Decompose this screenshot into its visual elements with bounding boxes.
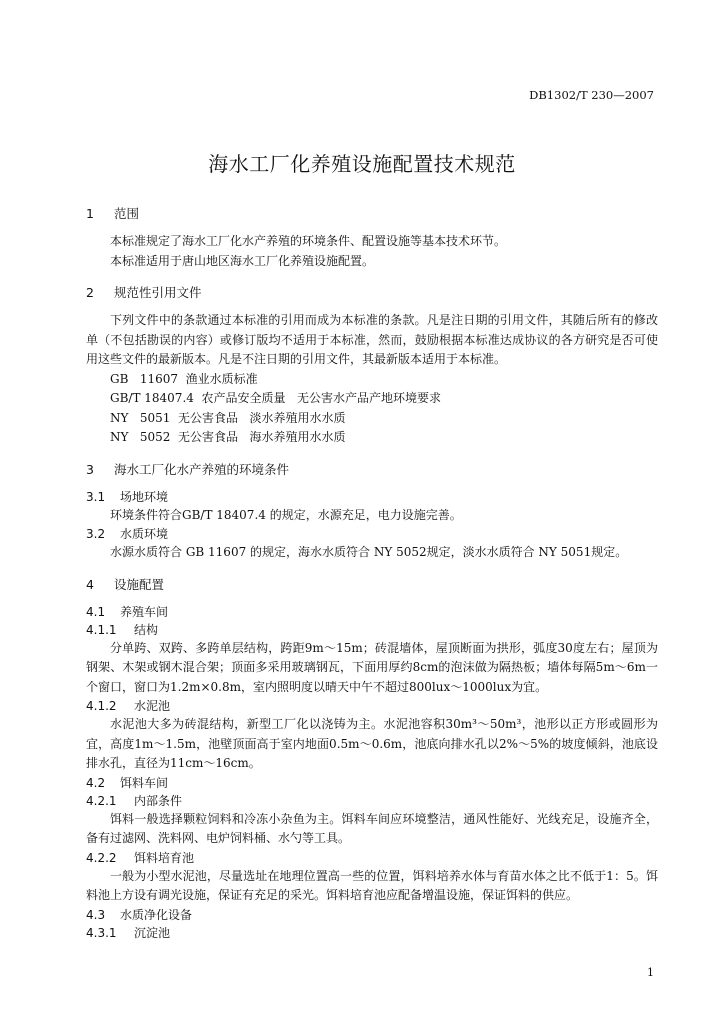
section-3-2-heading: 3.2 水质环境 xyxy=(86,527,169,541)
section-3-heading: 3 海水工厂化水产养殖的环境条件 xyxy=(86,461,290,477)
reference-item: GB/T 18407.4 农产品安全质量 无公害水产品产地环境要求 xyxy=(110,391,441,405)
section-4-2-2-heading: 4.2.2 饵料培育池 xyxy=(86,850,195,865)
reference-item: NY 5051 无公害食品 淡水养殖用水水质 xyxy=(110,410,346,425)
standard-code: DB1302/T 230—2007 xyxy=(529,88,654,102)
reference-item: NY 5052 无公害食品 海水养殖用水水质 xyxy=(110,430,346,444)
document-body xyxy=(86,206,658,942)
section-4-3-1-heading: 4.3.1 沉淀池 xyxy=(86,925,171,940)
section-1-heading: 1 范围 xyxy=(86,206,140,221)
section-2-paragraph: 下列文件中的条款通过本标准的引用而成为本标准的条款。凡是注日期的引用文件，其随后所有的修改单（不包括勘误的内容）或修订版均不适用于本标准，然而，鼓励根据本标准达成协议的各方研究是否可使用这些文件的最新版本。凡是不注日期的引用文件，其最新版本适用于本标准。 xyxy=(86,313,658,366)
reference-item: GB 11607 渔业水质标准 xyxy=(110,371,258,386)
section-4-1-1-paragraph: 分单跨、双跨、多跨单层结构，跨距9m～15m；砖混墙体，屋顶断面为拱形，弧度30度左右；屋顶为钢架、木架或钢木混合架；顶面多采用玻璃钢瓦，下面用厚约8cm的泡沫做为隔热板；墙体每隔5m～6m一个窗口，窗口为1.2m×0.8m，室内照明度以晴天中午不超过800lux～1000lux为宜。 xyxy=(86,640,658,694)
document-title: 海水工厂化养殖设施配置技术规范 xyxy=(208,152,516,176)
section-4-3-heading: 4.3 水质净化设备 xyxy=(86,907,193,922)
section-4-2-2-paragraph: 一般为小型水泥池，尽量选址在地理位置高一些的位置，饵料培养水体与育苗水体之比不低于1：5。饵料池上方设有调光设施，保证有充足的采光。饵料培育池应配备增温设施，保证饵料的供应。 xyxy=(86,868,658,902)
section-3-1-heading: 3.1 场地环境 xyxy=(86,489,169,504)
section-3-1-paragraph: 环境条件符合GB/T 18407.4 的规定，水源充足，电力设施完善。 xyxy=(110,507,462,522)
section-4-2-1-paragraph: 饵料一般选择颗粒饲料和冷冻小杂鱼为主。饵料车间应环境整洁，通风性能好、光线充足，设施齐全，备有过滤网、洗料网、电炉饲料桶、水勺等工具。 xyxy=(86,811,658,845)
section-4-2-heading: 4.2 饵料车间 xyxy=(86,775,169,790)
section-4-1-1-heading: 4.1.1 结构 xyxy=(86,622,159,637)
page-number: 1 xyxy=(647,966,654,979)
section-4-2-1-heading: 4.2.1 内部条件 xyxy=(86,793,183,808)
section-4-1-heading: 4.1 养殖车间 xyxy=(86,604,169,619)
section-4-1-2-heading: 4.1.2 水泥池 xyxy=(86,699,171,713)
section-4-1-2-paragraph: 水泥池大多为砖混结构，新型工厂化以浇铸为主。水泥池容积30m³～50m³，池形以正方形或圆形为宜，高度1m～1.5m，池壁顶面高于室内地面0.5m～0.6m，池底向排水孔以2%～5%的坡度倾斜，池底设排水孔，直径为11cm～16cm。 xyxy=(86,717,658,770)
section-4-heading: 4 设施配置 xyxy=(86,576,165,592)
section-3-2-paragraph: 水源水质符合 GB 11607 的规定，海水水质符合 NY 5052规定，淡水水质符合 NY 5051规定。 xyxy=(110,545,628,559)
section-1-paragraph-2: 本标准适用于唐山地区海水工厂化养殖设施配置。 xyxy=(110,253,375,268)
section-1-paragraph-1: 本标准规定了海水工厂化水产养殖的环境条件、配置设施等基本技术环节。 xyxy=(110,234,507,248)
section-2-heading: 2 规范性引用文件 xyxy=(86,285,202,300)
